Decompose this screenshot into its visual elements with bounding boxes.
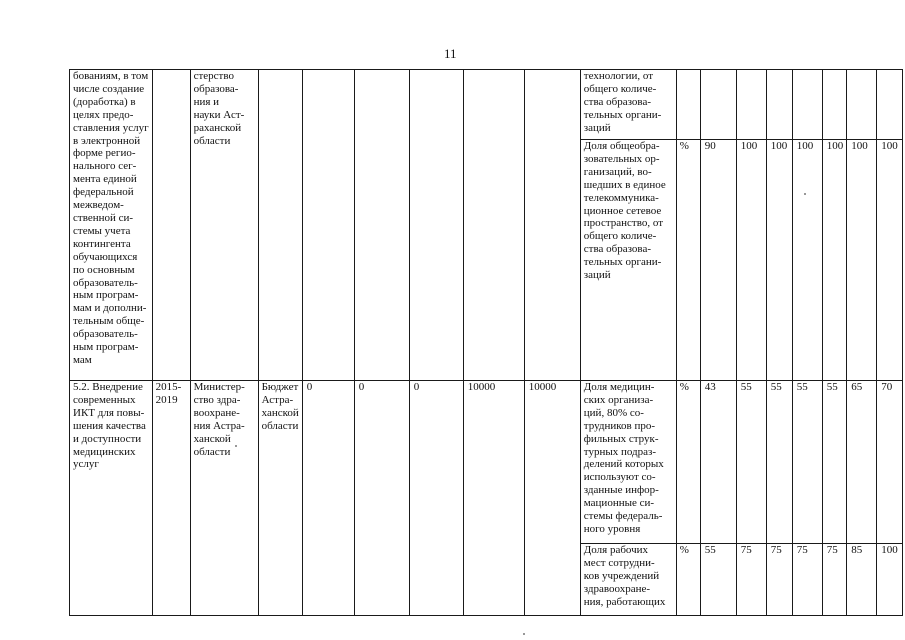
indicator-value <box>822 70 847 140</box>
indicator-name: Доля общеобра- зовательных ор- ганизаций, во- шедших в единое телекоммуника- ционное сетевое пространство, от общего количе- ства образова- тельных органи- заций <box>580 140 676 381</box>
indicator-value: 75 <box>822 544 847 616</box>
indicator-name: Доля медицин- ских организа- ций, 80% со- трудников про- фильных струк- турных подраз- делений которых используют со- зданные инфор- мационные си- стемы федераль- ного уровня <box>580 381 676 544</box>
fin-cell <box>302 70 354 381</box>
indicator-value: 100 <box>792 140 822 381</box>
term-cell: 2015- 2019 <box>152 381 190 616</box>
indicator-value <box>736 70 766 140</box>
indicator-value: 55 <box>766 381 792 544</box>
indicator-value: 100 <box>766 140 792 381</box>
fin-cell <box>463 70 524 381</box>
page-number: 11 <box>444 46 457 61</box>
indicator-value: 75 <box>792 544 822 616</box>
indicator-value: 100 <box>847 140 877 381</box>
indicator-value: 55 <box>700 544 736 616</box>
table-row <box>70 381 903 544</box>
table-row <box>70 70 903 140</box>
fin-cell: 0 <box>354 381 409 616</box>
indicator-value: 65 <box>847 381 877 544</box>
task-cell: бованиям, в том числе создание (доработка) в целях предо- ставления услуг в электронной форме регио- нального сег- мента единой федеральной межведом- ственной си- стемы учета контингента обучающихся по основным образователь- ным програм- мам и дополни- тельным обще- образователь- ным програм- мам <box>70 70 153 381</box>
fin-cell <box>524 70 580 381</box>
indicator-value: 55 <box>822 381 847 544</box>
indicator-value: 90 <box>700 140 736 381</box>
indicator-value: 70 <box>877 381 903 544</box>
indicator-value: 75 <box>766 544 792 616</box>
fin-cell: 10000 <box>524 381 580 616</box>
source-cell: Бюджет Астра- ханской области <box>258 381 302 616</box>
indicator-value <box>847 70 877 140</box>
indicator-value: 100 <box>877 544 903 616</box>
indicator-unit: % <box>676 140 700 381</box>
indicator-value: 55 <box>792 381 822 544</box>
indicator-value <box>766 70 792 140</box>
indicator-name: технологии, от общего количе- ства образова- тельных органи- заций <box>580 70 676 140</box>
indicator-value: 100 <box>877 140 903 381</box>
indicator-value: 43 <box>700 381 736 544</box>
indicator-value: 100 <box>822 140 847 381</box>
indicator-value: 55 <box>736 381 766 544</box>
indicator-value: 85 <box>847 544 877 616</box>
source-cell <box>258 70 302 381</box>
fin-cell <box>409 70 463 381</box>
executor-cell: стерство образова- ния и науки Аст- раханской области <box>190 70 258 381</box>
indicator-unit <box>676 70 700 140</box>
indicator-value <box>877 70 903 140</box>
fin-cell: 0 <box>409 381 463 616</box>
indicator-unit: % <box>676 381 700 544</box>
scan-speck <box>523 633 525 635</box>
fin-cell: 0 <box>302 381 354 616</box>
term-cell <box>152 70 190 381</box>
indicator-value: 75 <box>736 544 766 616</box>
indicator-name: Доля рабочих мест сотрудни- ков учреждений здравоохране- ния, работающих <box>580 544 676 616</box>
task-cell: 5.2. Внедрение современных ИКТ для повы- шения качества и доступности медицинских услуг <box>70 381 153 616</box>
fin-cell <box>354 70 409 381</box>
program-table <box>69 69 903 616</box>
indicator-unit: % <box>676 544 700 616</box>
fin-cell: 10000 <box>463 381 524 616</box>
indicator-value: 100 <box>736 140 766 381</box>
scan-speck <box>804 193 806 195</box>
indicator-value <box>792 70 822 140</box>
scan-speck <box>235 445 237 447</box>
executor-cell: Министер- ство здра- воохране- ния Астра- ханской области <box>190 381 258 616</box>
indicator-value <box>700 70 736 140</box>
